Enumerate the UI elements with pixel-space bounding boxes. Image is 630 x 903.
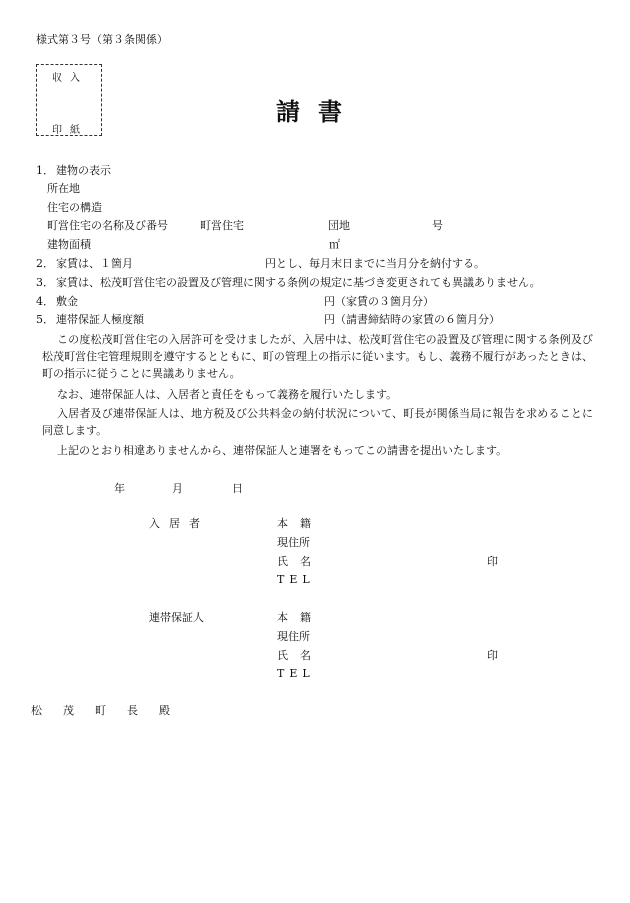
guarantor-name: 氏名 — [277, 649, 323, 662]
paragraph-guarantor-duty: なお、連帯保証人は、入居者と責任をもって義務を履行いたします。 — [57, 388, 398, 401]
item5-number: 5． — [36, 313, 54, 326]
date-year: 年 — [114, 482, 125, 495]
item1-area-unit: ㎡ — [329, 238, 340, 251]
item1-location: 所在地 — [47, 182, 80, 195]
guarantor-seal: 印 — [487, 649, 498, 662]
item4-label: 敷金 — [56, 295, 78, 308]
item2-number: 2． — [36, 257, 54, 270]
item1-area: 建物面積 — [47, 238, 91, 251]
item3-text: 家賃は、松茂町営住宅の設置及び管理に関する条例の規定に基づき変更されても異議ありません。 — [56, 276, 541, 289]
item2-text-2: 円とし、毎月末日までに当月分を納付する。 — [265, 257, 485, 270]
guarantor-label: 連帯保証人 — [149, 611, 204, 624]
form-number: 様式第３号（第３条関係） — [36, 33, 168, 46]
paragraph-compliance: この度松茂町営住宅の入居許可を受けましたが、入居中は、松茂町営住宅の設置及び管理に関する条例及び松茂町営住宅管理規則を遵守するとともに、町の管理上の指示に従います。もし、義務不履行があったときは、町の指示に従うことに異議ありません。 — [42, 333, 593, 380]
item2-text-1: 家賃は、１箇月 — [56, 257, 133, 270]
date-day: 日 — [232, 482, 243, 495]
item5-text: 円（請書締結時の家賃の６箇月分） — [324, 313, 500, 326]
addressee: 松茂町長殿 — [31, 704, 191, 717]
tenant-label: 入居者 — [149, 517, 209, 530]
guarantor-address: 現住所 — [277, 630, 310, 643]
guarantor-tel: TEL — [277, 667, 315, 680]
item4-text: 円（家賃の３箇月分） — [324, 295, 434, 308]
tenant-address: 現住所 — [277, 536, 310, 549]
item1-name-value: 町営住宅 — [200, 219, 244, 232]
guarantor-honseki: 本籍 — [277, 611, 323, 624]
document-title: 請書 — [276, 97, 360, 126]
tenant-seal: 印 — [487, 555, 498, 568]
item1-label: 建物の表示 — [56, 164, 111, 177]
revenue-stamp-box — [36, 64, 102, 136]
tenant-tel: TEL — [277, 573, 315, 586]
item3-number: 3． — [36, 276, 54, 289]
item1-danchi: 団地 — [328, 219, 350, 232]
paragraph-consent: 入居者及び連帯保証人は、地方税及び公共料金の納付状況について、町長が関係当局に報告を求めることに同意します。 — [42, 407, 593, 437]
stamp-bottom-label: 印紙 — [52, 125, 88, 136]
date-month: 月 — [172, 482, 183, 495]
tenant-name: 氏名 — [277, 555, 323, 568]
paragraph-submission: 上記のとおり相違ありませんから、連帯保証人と連署をもってこの請書を提出いたします。 — [57, 444, 508, 457]
item5-label: 連帯保証人極度額 — [56, 313, 144, 326]
tenant-honseki: 本籍 — [277, 517, 323, 530]
stamp-top-label: 収入 — [52, 73, 88, 84]
item4-number: 4． — [36, 295, 54, 308]
item1-number: 1． — [36, 164, 54, 177]
item1-go: 号 — [432, 219, 443, 232]
item1-structure: 住宅の構造 — [47, 201, 102, 214]
item1-name-label: 町営住宅の名称及び番号 — [47, 219, 168, 232]
